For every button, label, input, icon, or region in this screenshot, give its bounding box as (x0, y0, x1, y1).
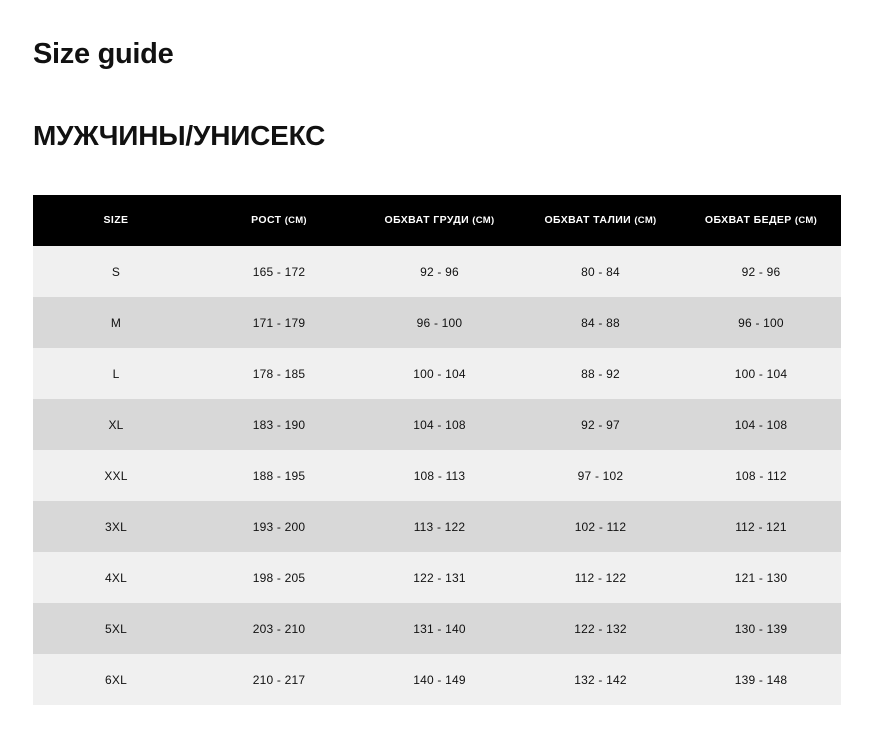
cell-height: 171 - 179 (199, 297, 359, 348)
table-row (33, 654, 841, 705)
column-header-waist-unit: (СМ) (634, 215, 657, 227)
column-header-size (33, 195, 199, 246)
cell-hips: 139 - 148 (681, 654, 841, 705)
cell-waist: 97 - 102 (520, 450, 681, 501)
column-header-chest (359, 195, 520, 246)
table-row (33, 348, 841, 399)
cell-height: 188 - 195 (199, 450, 359, 501)
cell-chest: 100 - 104 (359, 348, 520, 399)
cell-hips: 130 - 139 (681, 603, 841, 654)
cell-size: 4XL (33, 552, 199, 603)
cell-hips: 92 - 96 (681, 246, 841, 297)
cell-hips: 121 - 130 (681, 552, 841, 603)
cell-size: S (33, 246, 199, 297)
cell-height: 165 - 172 (199, 246, 359, 297)
cell-size: L (33, 348, 199, 399)
column-header-chest-label: ОБХВАТ ГРУДИ (384, 214, 470, 227)
cell-size: XL (33, 399, 199, 450)
cell-chest: 122 - 131 (359, 552, 520, 603)
cell-waist: 132 - 142 (520, 654, 681, 705)
cell-chest: 108 - 113 (359, 450, 520, 501)
table-row (33, 501, 841, 552)
column-header-chest-unit: (СМ) (472, 215, 495, 227)
cell-waist: 80 - 84 (520, 246, 681, 297)
cell-size: 5XL (33, 603, 199, 654)
cell-chest: 96 - 100 (359, 297, 520, 348)
size-chart-table (33, 195, 841, 705)
cell-height: 193 - 200 (199, 501, 359, 552)
cell-chest: 131 - 140 (359, 603, 520, 654)
page-title: Size guide (33, 38, 174, 70)
column-header-height (199, 195, 359, 246)
cell-size: M (33, 297, 199, 348)
cell-waist: 122 - 132 (520, 603, 681, 654)
column-header-height-label: РОСТ (251, 214, 282, 227)
cell-hips: 112 - 121 (681, 501, 841, 552)
cell-height: 203 - 210 (199, 603, 359, 654)
cell-height: 178 - 185 (199, 348, 359, 399)
cell-chest: 113 - 122 (359, 501, 520, 552)
table-row (33, 297, 841, 348)
cell-chest: 140 - 149 (359, 654, 520, 705)
column-header-size-label: SIZE (103, 214, 129, 227)
table-row (33, 603, 841, 654)
table-row (33, 246, 841, 297)
table-header-row (33, 195, 841, 246)
cell-height: 210 - 217 (199, 654, 359, 705)
cell-waist: 112 - 122 (520, 552, 681, 603)
cell-hips: 104 - 108 (681, 399, 841, 450)
cell-waist: 92 - 97 (520, 399, 681, 450)
column-header-hips-label: ОБХВАТ БЕДЕР (704, 214, 792, 227)
table-row (33, 450, 841, 501)
cell-size: 3XL (33, 501, 199, 552)
cell-hips: 108 - 112 (681, 450, 841, 501)
cell-height: 198 - 205 (199, 552, 359, 603)
table-row (33, 552, 841, 603)
column-header-height-unit: (СМ) (284, 215, 307, 227)
cell-waist: 102 - 112 (520, 501, 681, 552)
cell-hips: 100 - 104 (681, 348, 841, 399)
column-header-hips-unit: (СМ) (794, 215, 818, 227)
cell-size: 6XL (33, 654, 199, 705)
column-header-waist-label: ОБХВАТ ТАЛИИ (544, 214, 632, 227)
cell-height: 183 - 190 (199, 399, 359, 450)
cell-waist: 84 - 88 (520, 297, 681, 348)
table-row (33, 399, 841, 450)
column-header-hips (681, 195, 841, 246)
cell-hips: 96 - 100 (681, 297, 841, 348)
table-body (33, 246, 841, 705)
cell-chest: 92 - 96 (359, 246, 520, 297)
column-header-waist (520, 195, 681, 246)
table-header (33, 195, 841, 246)
cell-chest: 104 - 108 (359, 399, 520, 450)
cell-waist: 88 - 92 (520, 348, 681, 399)
cell-size: XXL (33, 450, 199, 501)
section-heading: МУЖЧИНЫ/УНИСЕКС (33, 120, 326, 151)
